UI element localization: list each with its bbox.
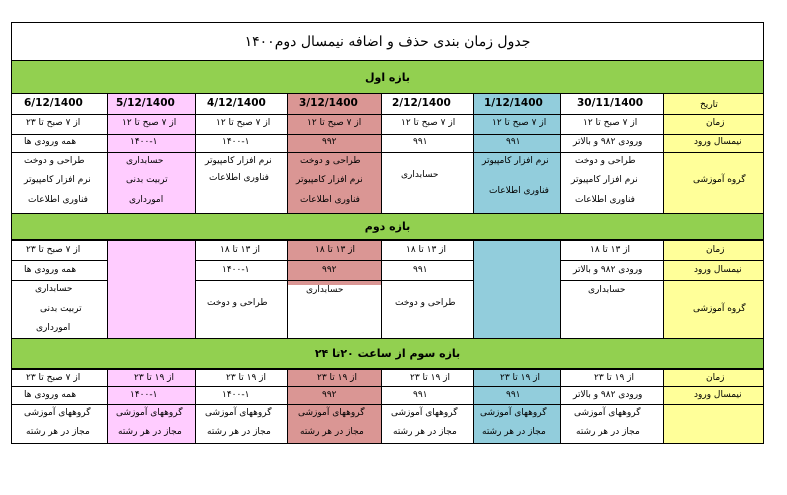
p1-group-c6-0: حسابداری xyxy=(126,156,164,166)
p3-entry-label: نیمسال ورود xyxy=(694,390,742,400)
p1-entry-c7: همه ورودی ها xyxy=(24,137,77,147)
p3-entry-c2: ۹۹۱ xyxy=(506,390,521,400)
p2-time-c1: از ۱۳ تا ۱۸ xyxy=(590,245,631,255)
p2-group-label: گروه آموزشی xyxy=(693,304,746,314)
p3-group-c5-b: مجاز در هر رشته xyxy=(207,427,271,437)
col-header-5: 4/12/1400 xyxy=(207,97,266,109)
col-header-6: 5/12/1400 xyxy=(116,97,175,109)
p3-entry-c6: ۱۴۰۰-۱ xyxy=(130,390,158,400)
p3-group-c2-b: مجاز در هر رشته xyxy=(482,427,546,437)
page-title: جدول زمان بندی حذف و اضافه نیمسال دوم۱۴۰۰ xyxy=(12,23,763,61)
schedule-table xyxy=(11,22,764,444)
p2-time-c7: از ۷ صبح تا ۲۳ xyxy=(26,245,81,255)
p1-entry-c6: ۱۴۰۰-۱ xyxy=(130,137,158,147)
p1-entry-label: نیمسال ورود xyxy=(694,137,742,147)
p3-group-c1-a: گروههای آموزشی xyxy=(574,408,641,418)
p1-time-c2: از ۷ صبح تا ۱۲ xyxy=(492,118,547,128)
p2-time-c4: از ۱۳ تا ۱۸ xyxy=(315,245,356,255)
p1-time-c3: از ۷ صبح تا ۱۲ xyxy=(401,118,456,128)
p3-group-c7-a: گروههای آموزشی xyxy=(24,408,91,418)
p2-group-c7-0: حسابداری xyxy=(35,284,73,294)
p3-group-c6-b: مجاز در هر رشته xyxy=(118,427,182,437)
p2-group-c4-0: حسابداری xyxy=(306,285,344,295)
p1-group-c1-1: نرم افزار کامپیوتر xyxy=(571,175,638,185)
p3-group-c5-a: گروههای آموزشی xyxy=(205,408,272,418)
p2-group-c7-2: امورداری xyxy=(36,323,71,333)
p2-entry-c5: ۱۴۰۰-۱ xyxy=(222,265,250,275)
p1-entry-c2: ۹۹۱ xyxy=(506,137,521,147)
p1-entry-c1: ورودی ۹۸۲ و بالاتر xyxy=(573,137,643,147)
p1-group-c4-1: نرم افزار کامپیوتر xyxy=(296,175,363,185)
p1-time-c1: از ۷ صبح تا ۱۲ xyxy=(583,118,638,128)
p1-group-c6-2: امورداری xyxy=(129,195,164,205)
col-header-0: تاریخ xyxy=(700,100,718,110)
p1-group-c1-0: طراحی و دوخت xyxy=(575,156,636,166)
p3-group-c3-b: مجاز در هر رشته xyxy=(393,427,457,437)
p3-entry-c3: ۹۹۱ xyxy=(413,390,428,400)
p1-group-c1-2: فناوری اطلاعات xyxy=(575,195,635,205)
col-header-4: 3/12/1400 xyxy=(299,97,358,109)
col-2-fill-2 xyxy=(473,240,560,338)
p2-entry-c4: ۹۹۲ xyxy=(322,265,337,275)
p3-time-c1: از ۱۹ تا ۲۳ xyxy=(594,373,635,383)
p1-group-c4-2: فناوری اطلاعات xyxy=(300,195,360,205)
period-3-band: بازه سوم از ساعت ۲۰تا ۲۴ xyxy=(12,338,763,369)
p1-time-c4: از ۷ صبح تا ۱۲ xyxy=(307,118,362,128)
p1-group-label: گروه آموزشی xyxy=(693,175,746,185)
p1-group-c2-0: نرم افزار کامپیوتر xyxy=(482,156,549,166)
p2-time-label: زمان xyxy=(706,245,725,255)
p3-time-c6: از ۱۹ تا ۲۳ xyxy=(134,373,175,383)
p1-entry-c5: ۱۴۰۰-۱ xyxy=(222,137,250,147)
p3-group-c3-a: گروههای آموزشی xyxy=(391,408,458,418)
p3-group-c1-b: مجاز در هر رشته xyxy=(576,427,640,437)
p2-entry-c3: ۹۹۱ xyxy=(413,265,428,275)
p3-time-c2: از ۱۹ تا ۲۳ xyxy=(500,373,541,383)
p3-group-c7-b: مجاز در هر رشته xyxy=(26,427,90,437)
p1-time-c6: از ۷ صبح تا ۱۲ xyxy=(122,118,177,128)
p2-entry-c7: همه ورودی ها xyxy=(24,265,77,275)
p1-group-c5-1: فناوری اطلاعات xyxy=(209,173,269,183)
p2-group-c3-0: طراحی و دوخت xyxy=(395,298,456,308)
p1-time-label: زمان xyxy=(706,118,725,128)
p1-group-c2-1: فناوری اطلاعات xyxy=(489,186,549,196)
p1-group-c7-1: نرم افزار کامپیوتر xyxy=(24,175,91,185)
p3-time-c7: از ۷ صبح تا ۲۳ xyxy=(26,373,81,383)
p3-time-c3: از ۱۹ تا ۲۳ xyxy=(410,373,451,383)
p2-group-c1-0: حسابداری xyxy=(588,285,626,295)
p1-time-c7: از ۷ صبح تا ۲۳ xyxy=(26,118,81,128)
p1-group-c3-0: حسابداری xyxy=(401,170,439,180)
p2-group-c5-0: طراحی و دوخت xyxy=(207,298,268,308)
p2-time-c3: از ۱۳ تا ۱۸ xyxy=(406,245,447,255)
col-header-1: 30/11/1400 xyxy=(577,97,644,109)
period-2-band: بازه دوم xyxy=(12,213,763,240)
col-header-3: 2/12/1400 xyxy=(392,97,451,109)
p1-entry-c3: ۹۹۱ xyxy=(413,137,428,147)
p1-group-c4-0: طراحی و دوخت xyxy=(300,156,361,166)
p2-time-c5: از ۱۳ تا ۱۸ xyxy=(220,245,261,255)
p1-group-c7-2: فناوری اطلاعات xyxy=(28,195,88,205)
p2-entry-c1: ورودی ۹۸۲ و بالاتر xyxy=(573,265,643,275)
p3-group-c4-b: مجاز در هر رشته xyxy=(300,427,364,437)
p1-time-c5: از ۷ صبح تا ۱۲ xyxy=(216,118,271,128)
col-6-fill-2 xyxy=(107,240,195,338)
p1-entry-c4: ۹۹۲ xyxy=(322,137,337,147)
p3-entry-c5: ۱۴۰۰-۱ xyxy=(222,390,250,400)
p3-entry-c4: ۹۹۲ xyxy=(322,390,337,400)
p2-entry-label: نیمسال ورود xyxy=(694,265,742,275)
period-1-band: بازه اول xyxy=(12,61,763,94)
p3-group-c6-a: گروههای آموزشی xyxy=(116,408,183,418)
p3-time-c5: از ۱۹ تا ۲۳ xyxy=(226,373,267,383)
p1-group-c5-0: نرم افزار کامپیوتر xyxy=(205,156,272,166)
p3-entry-c1: ورودی ۹۸۲ و بالاتر xyxy=(573,390,643,400)
col-header-7: 6/12/1400 xyxy=(24,97,83,109)
p3-time-c4: از ۱۹ تا ۲۳ xyxy=(317,373,358,383)
p3-group-c2-a: گروههای آموزشی xyxy=(480,408,547,418)
p3-group-c4-a: گروههای آموزشی xyxy=(298,408,365,418)
p1-group-c6-1: تربیت بدنی xyxy=(126,175,168,185)
p3-entry-c7: همه ورودی ها xyxy=(24,390,77,400)
col-header-2: 1/12/1400 xyxy=(484,97,543,109)
p1-group-c7-0: طراحی و دوخت xyxy=(24,156,85,166)
p2-group-c7-1: تربیت بدنی xyxy=(40,304,82,314)
p3-time-label: زمان xyxy=(706,373,725,383)
